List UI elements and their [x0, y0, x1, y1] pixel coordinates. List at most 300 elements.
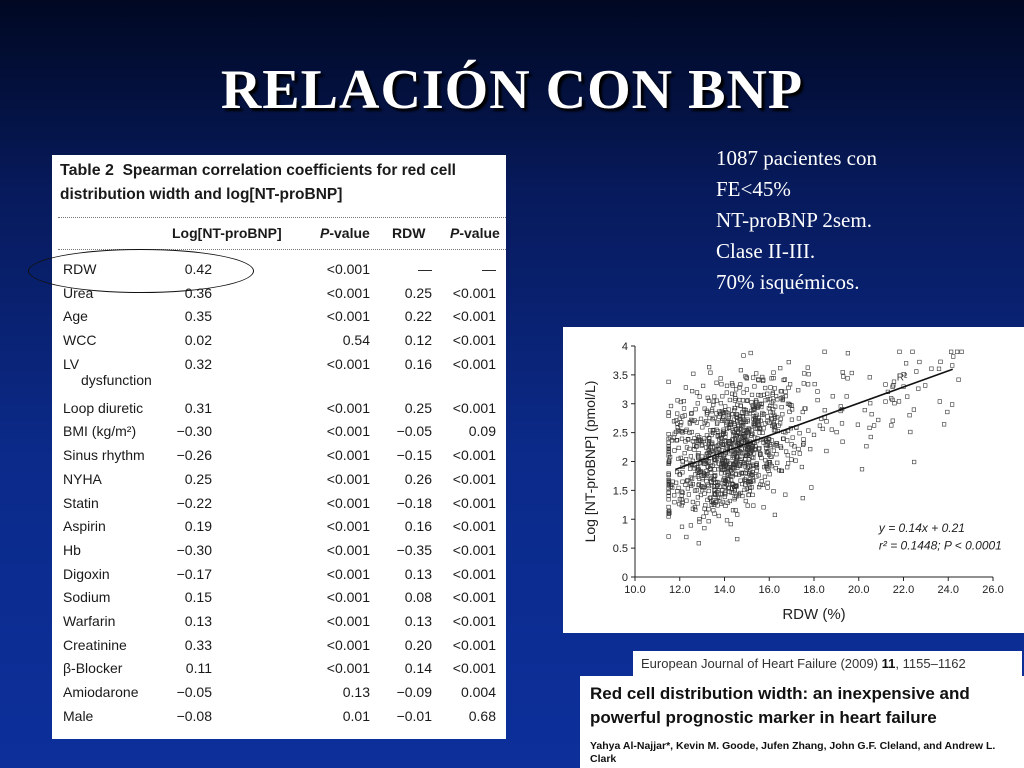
data-point: [868, 376, 872, 380]
row-pvalue-1: 0.54: [342, 332, 370, 349]
row-log-ntprobnp: 0.32: [184, 355, 212, 372]
row-pvalue-1: <0.001: [326, 612, 370, 629]
data-point: [868, 426, 872, 430]
data-point: [673, 500, 677, 504]
data-point: [796, 388, 800, 392]
row-pvalue-1: <0.001: [326, 636, 370, 653]
data-point: [942, 423, 946, 427]
data-point: [705, 479, 709, 483]
row-pvalue-1: <0.001: [326, 261, 370, 277]
data-point: [798, 431, 802, 435]
data-point: [683, 414, 687, 418]
data-point: [946, 410, 950, 414]
row-pvalue-1: 0.13: [342, 684, 370, 700]
x-tick-label: 10.0: [624, 584, 646, 596]
data-point: [725, 384, 729, 388]
data-point: [790, 458, 794, 462]
data-point: [673, 449, 677, 453]
data-point: [831, 395, 835, 399]
data-point: [688, 422, 692, 426]
data-point: [699, 417, 703, 421]
data-point: [753, 385, 757, 389]
row-pvalue-2: <0.001: [452, 612, 496, 629]
row-pvalue-1: <0.001: [326, 518, 370, 535]
row-rdw: 0.26: [404, 470, 432, 487]
row-pvalue-1: 0.01: [342, 707, 370, 724]
data-point: [802, 372, 806, 376]
x-tick-label: 12.0: [669, 584, 691, 596]
data-point: [695, 391, 699, 395]
data-point: [667, 535, 671, 539]
header-log-ntprobnp: Log[NT-proBNP]: [172, 225, 282, 241]
data-point: [841, 375, 845, 379]
y-tick-label: 4: [621, 341, 628, 353]
table-row: [52, 306, 506, 330]
data-point: [703, 526, 707, 530]
table-row: [52, 682, 506, 706]
row-variable: BMI (kg/m²): [63, 423, 137, 440]
data-point: [742, 354, 746, 358]
data-point: [897, 400, 901, 404]
row-log-ntprobnp: −0.30: [176, 541, 212, 558]
data-point: [786, 453, 790, 457]
note-line: 70% isquémicos.: [716, 270, 860, 294]
data-point: [678, 417, 682, 421]
data-point: [757, 485, 761, 489]
row-pvalue-1: <0.001: [326, 308, 370, 325]
article-title: Red cell distribution width: an inexpensive and powerful prognostic marker in heart failure: [590, 684, 970, 727]
data-point: [872, 424, 876, 428]
data-point: [685, 446, 689, 450]
data-point: [778, 366, 782, 370]
x-tick-label: 14.0: [713, 584, 736, 596]
data-point: [868, 401, 872, 405]
row-log-ntprobnp: −0.05: [176, 684, 212, 700]
table-row: [52, 658, 506, 682]
data-point: [743, 488, 747, 492]
row-pvalue-1: <0.001: [326, 447, 370, 464]
data-point: [784, 493, 788, 497]
row-rdw: 0.14: [404, 660, 432, 677]
y-tick-label: 0.5: [612, 543, 628, 556]
data-point: [734, 508, 738, 512]
data-point: [764, 458, 768, 462]
data-point: [675, 412, 679, 416]
row-pvalue-1: <0.001: [326, 470, 370, 487]
row-log-ntprobnp: 0.11: [185, 660, 212, 677]
data-point: [667, 380, 671, 384]
row-variable: Sinus rhythm: [63, 447, 145, 464]
data-point: [784, 390, 788, 394]
journal-pages: , 1155–1162: [895, 656, 966, 671]
row-rdw: 0.08: [404, 589, 432, 606]
data-point: [841, 440, 845, 444]
x-axis-label: RDW (%): [782, 606, 846, 623]
row-log-ntprobnp: 0.02: [184, 332, 212, 349]
regression-equation: y = 0.14x + 0.21: [878, 520, 965, 535]
data-point: [685, 461, 689, 465]
table-row: [52, 469, 506, 493]
data-point: [845, 395, 849, 399]
row-pvalue-2: <0.001: [452, 308, 496, 325]
data-point: [691, 439, 695, 443]
note-line: NT-proBNP 2sem.: [716, 208, 872, 232]
table-row: [52, 635, 506, 659]
row-pvalue-2: <0.001: [452, 589, 496, 606]
row-pvalue-2: <0.001: [452, 518, 496, 535]
table-row: [52, 421, 506, 445]
row-pvalue-1: <0.001: [326, 565, 370, 582]
data-point: [806, 366, 810, 370]
data-point: [950, 364, 954, 368]
row-pvalue-2: <0.001: [452, 660, 496, 677]
row-rdw: 0.16: [404, 518, 432, 535]
row-rdw: 0.25: [404, 399, 432, 416]
row-variable-line2: dysfunction: [81, 371, 152, 388]
data-point: [761, 379, 765, 383]
note-line: Clase II-III.: [716, 239, 816, 263]
data-point: [752, 504, 756, 508]
row-log-ntprobnp: 0.36: [184, 284, 212, 301]
y-tick-label: 2.5: [612, 427, 628, 440]
data-point: [797, 447, 801, 451]
data-point: [749, 351, 753, 355]
row-pvalue-2: <0.001: [452, 565, 496, 582]
data-point: [683, 451, 687, 455]
data-point: [704, 511, 708, 515]
data-point: [744, 499, 748, 503]
y-tick-label: 3: [621, 398, 628, 411]
data-point: [763, 475, 767, 479]
journal-citation: [633, 651, 1022, 676]
data-point: [800, 465, 804, 469]
data-point: [884, 400, 888, 404]
data-point: [917, 387, 921, 391]
data-point: [720, 382, 724, 386]
y-tick-label: 2: [621, 456, 628, 469]
data-points: [667, 350, 964, 545]
row-rdw: −0.09: [396, 684, 432, 700]
row-rdw: −0.35: [396, 541, 432, 558]
data-point: [685, 499, 689, 503]
data-point: [769, 386, 773, 390]
data-point: [816, 398, 820, 402]
data-point: [688, 467, 692, 471]
row-pvalue-2: <0.001: [452, 494, 496, 511]
data-point: [681, 491, 685, 495]
data-point: [729, 522, 733, 526]
data-point: [694, 407, 698, 411]
data-point: [707, 489, 711, 493]
data-point: [905, 395, 909, 399]
data-point: [949, 350, 953, 354]
data-point: [695, 421, 699, 425]
row-rdw: 0.22: [404, 308, 432, 325]
data-point: [835, 430, 839, 434]
table-row: [52, 611, 506, 635]
data-point: [786, 402, 790, 406]
data-point: [957, 378, 961, 382]
data-point: [787, 386, 791, 390]
data-point: [766, 486, 770, 490]
row-log-ntprobnp: −0.17: [176, 565, 212, 582]
regression-line: [675, 369, 952, 469]
data-point: [757, 474, 761, 478]
row-pvalue-2: <0.001: [452, 636, 496, 653]
data-point: [909, 430, 913, 434]
data-point: [735, 537, 739, 541]
data-point: [672, 494, 676, 498]
data-point: [937, 367, 941, 371]
data-point: [700, 488, 704, 492]
row-log-ntprobnp: 0.42: [184, 261, 212, 277]
data-point: [713, 468, 717, 472]
data-point: [790, 408, 794, 412]
data-point: [731, 508, 735, 512]
data-point: [667, 411, 671, 415]
data-point: [707, 484, 711, 488]
row-pvalue-2: <0.001: [452, 447, 496, 464]
data-point: [801, 496, 805, 500]
data-point: [865, 444, 869, 448]
journal-volume: 11: [881, 656, 896, 671]
data-point: [801, 410, 805, 414]
data-point: [930, 367, 934, 371]
data-point: [766, 481, 770, 485]
data-point: [681, 415, 685, 419]
x-tick-label: 24.0: [937, 584, 959, 596]
data-point: [725, 391, 729, 395]
data-point: [767, 406, 771, 410]
data-point: [737, 492, 741, 496]
data-point: [898, 350, 902, 354]
data-point: [775, 452, 779, 456]
data-point: [692, 372, 696, 376]
x-tick-label: 26.0: [982, 584, 1004, 596]
data-point: [719, 401, 723, 405]
data-point: [762, 426, 766, 430]
data-point: [794, 459, 798, 463]
data-point: [884, 383, 888, 387]
data-point: [912, 408, 916, 412]
row-variable: [63, 356, 152, 388]
data-point: [680, 504, 684, 508]
data-point: [719, 377, 723, 381]
data-point: [856, 423, 860, 427]
row-rdw: 0.16: [404, 355, 432, 372]
table-row: [52, 354, 506, 398]
note-line: FE<45%: [716, 177, 791, 201]
data-point: [768, 472, 772, 476]
data-point: [938, 400, 942, 404]
data-point: [709, 371, 713, 375]
row-pvalue-1: <0.001: [326, 355, 370, 372]
data-point: [786, 462, 790, 466]
data-point: [816, 390, 820, 394]
data-point: [955, 350, 959, 354]
data-point: [751, 493, 755, 497]
row-pvalue-1: <0.001: [326, 541, 370, 558]
table-row: [52, 516, 506, 540]
data-point: [802, 438, 806, 442]
data-point: [773, 387, 777, 391]
data-point: [760, 479, 764, 483]
data-point: [702, 515, 706, 519]
data-point: [712, 395, 716, 399]
data-point: [939, 360, 943, 364]
table-row: [52, 445, 506, 469]
data-point: [680, 490, 684, 494]
data-point: [723, 405, 727, 409]
data-point: [839, 405, 843, 409]
row-pvalue-2: <0.001: [452, 355, 496, 372]
data-point: [876, 418, 880, 422]
data-point: [764, 398, 768, 402]
data-point: [890, 424, 894, 428]
x-tick-label: 18.0: [803, 584, 825, 596]
data-point: [915, 370, 919, 374]
data-point: [863, 408, 867, 412]
data-point: [721, 395, 725, 399]
data-point: [734, 388, 738, 392]
data-point: [754, 372, 758, 376]
data-point: [772, 489, 776, 493]
data-point: [677, 446, 681, 450]
data-point: [698, 517, 702, 521]
data-point: [830, 428, 834, 432]
row-pvalue-2: —: [482, 261, 496, 277]
data-point: [680, 437, 684, 441]
row-variable: Statin: [63, 494, 99, 511]
slide-title: RELACIÓN CON BNP: [220, 59, 804, 121]
data-point: [788, 410, 792, 414]
row-rdw: —: [418, 261, 432, 277]
row-log-ntprobnp: 0.35: [184, 308, 212, 325]
data-point: [784, 450, 788, 454]
data-point: [687, 493, 691, 497]
data-point: [739, 368, 743, 372]
data-point: [840, 422, 844, 426]
data-point: [891, 419, 895, 423]
data-point: [763, 386, 767, 390]
row-variable: WCC: [63, 332, 97, 349]
header-pvalue-1: P-value: [320, 225, 370, 241]
row-pvalue-2: 0.68: [468, 707, 496, 724]
scatter-plot: [563, 327, 1024, 633]
data-point: [689, 524, 693, 528]
table-body: [52, 259, 506, 729]
row-variable: Amiodarone: [63, 684, 139, 700]
data-point: [918, 360, 922, 364]
x-tick-label: 16.0: [758, 584, 780, 596]
table-row: [52, 540, 506, 564]
row-variable: Digoxin: [63, 565, 110, 582]
data-point: [698, 395, 702, 399]
row-rdw: −0.15: [396, 447, 432, 464]
x-tick-label: 20.0: [848, 584, 870, 596]
data-point: [790, 418, 794, 422]
data-point: [701, 426, 705, 430]
data-point: [846, 351, 850, 355]
data-point: [911, 350, 915, 354]
data-point: [923, 384, 927, 388]
data-point: [807, 429, 811, 433]
row-log-ntprobnp: −0.22: [176, 494, 212, 511]
table-row: [52, 330, 506, 354]
data-point: [846, 377, 850, 381]
row-log-ntprobnp: 0.33: [184, 636, 212, 653]
data-point: [950, 403, 954, 407]
data-point: [798, 452, 802, 456]
data-point: [870, 412, 874, 416]
row-pvalue-2: <0.001: [452, 541, 496, 558]
data-point: [802, 382, 806, 386]
table-caption-line1: Spearman correlation coefficients for red cell: [122, 162, 456, 179]
table-label: Table 2: [60, 162, 114, 179]
data-point: [667, 432, 671, 436]
row-variable: Sodium: [63, 589, 111, 606]
row-pvalue-1: <0.001: [326, 589, 370, 606]
row-pvalue-2: <0.001: [452, 332, 496, 349]
data-point: [703, 492, 707, 496]
data-point: [737, 494, 741, 498]
data-point: [669, 404, 673, 408]
row-variable: Aspirin: [63, 518, 106, 535]
y-tick-label: 1: [621, 514, 628, 527]
journal-name: European Journal of Heart Failure (2009): [641, 656, 879, 671]
data-point: [781, 412, 785, 416]
table-row: [52, 398, 506, 422]
data-point: [725, 519, 729, 523]
data-point: [788, 382, 792, 386]
data-point: [755, 475, 759, 479]
data-point: [797, 417, 801, 421]
data-point: [684, 386, 688, 390]
data-point: [823, 350, 827, 354]
table-row: [52, 564, 506, 588]
data-point: [869, 435, 873, 439]
table-caption-line2: distribution width and log[NT-proBNP]: [60, 186, 343, 203]
data-point: [779, 390, 783, 394]
data-point: [707, 365, 711, 369]
row-rdw: −0.05: [396, 423, 432, 440]
data-point: [892, 380, 896, 384]
row-log-ntprobnp: 0.25: [184, 470, 212, 487]
table-row: [52, 706, 506, 730]
data-point: [808, 447, 812, 451]
data-point: [773, 513, 777, 517]
row-rdw: −0.01: [396, 707, 432, 724]
data-point: [810, 486, 814, 490]
row-rdw: 0.13: [404, 612, 432, 629]
data-point: [746, 504, 750, 508]
row-variable: Creatinine: [63, 636, 127, 653]
data-point: [766, 415, 770, 419]
data-point: [762, 506, 766, 510]
data-point: [772, 371, 776, 375]
data-point: [667, 505, 671, 509]
data-point: [951, 355, 955, 359]
data-point: [785, 439, 789, 443]
correlation-table: [52, 155, 506, 739]
data-point: [775, 461, 779, 465]
data-point: [751, 376, 755, 380]
data-point: [728, 398, 732, 402]
data-point: [680, 525, 684, 529]
data-point: [825, 449, 829, 453]
data-point: [704, 504, 708, 508]
data-point: [715, 381, 719, 385]
